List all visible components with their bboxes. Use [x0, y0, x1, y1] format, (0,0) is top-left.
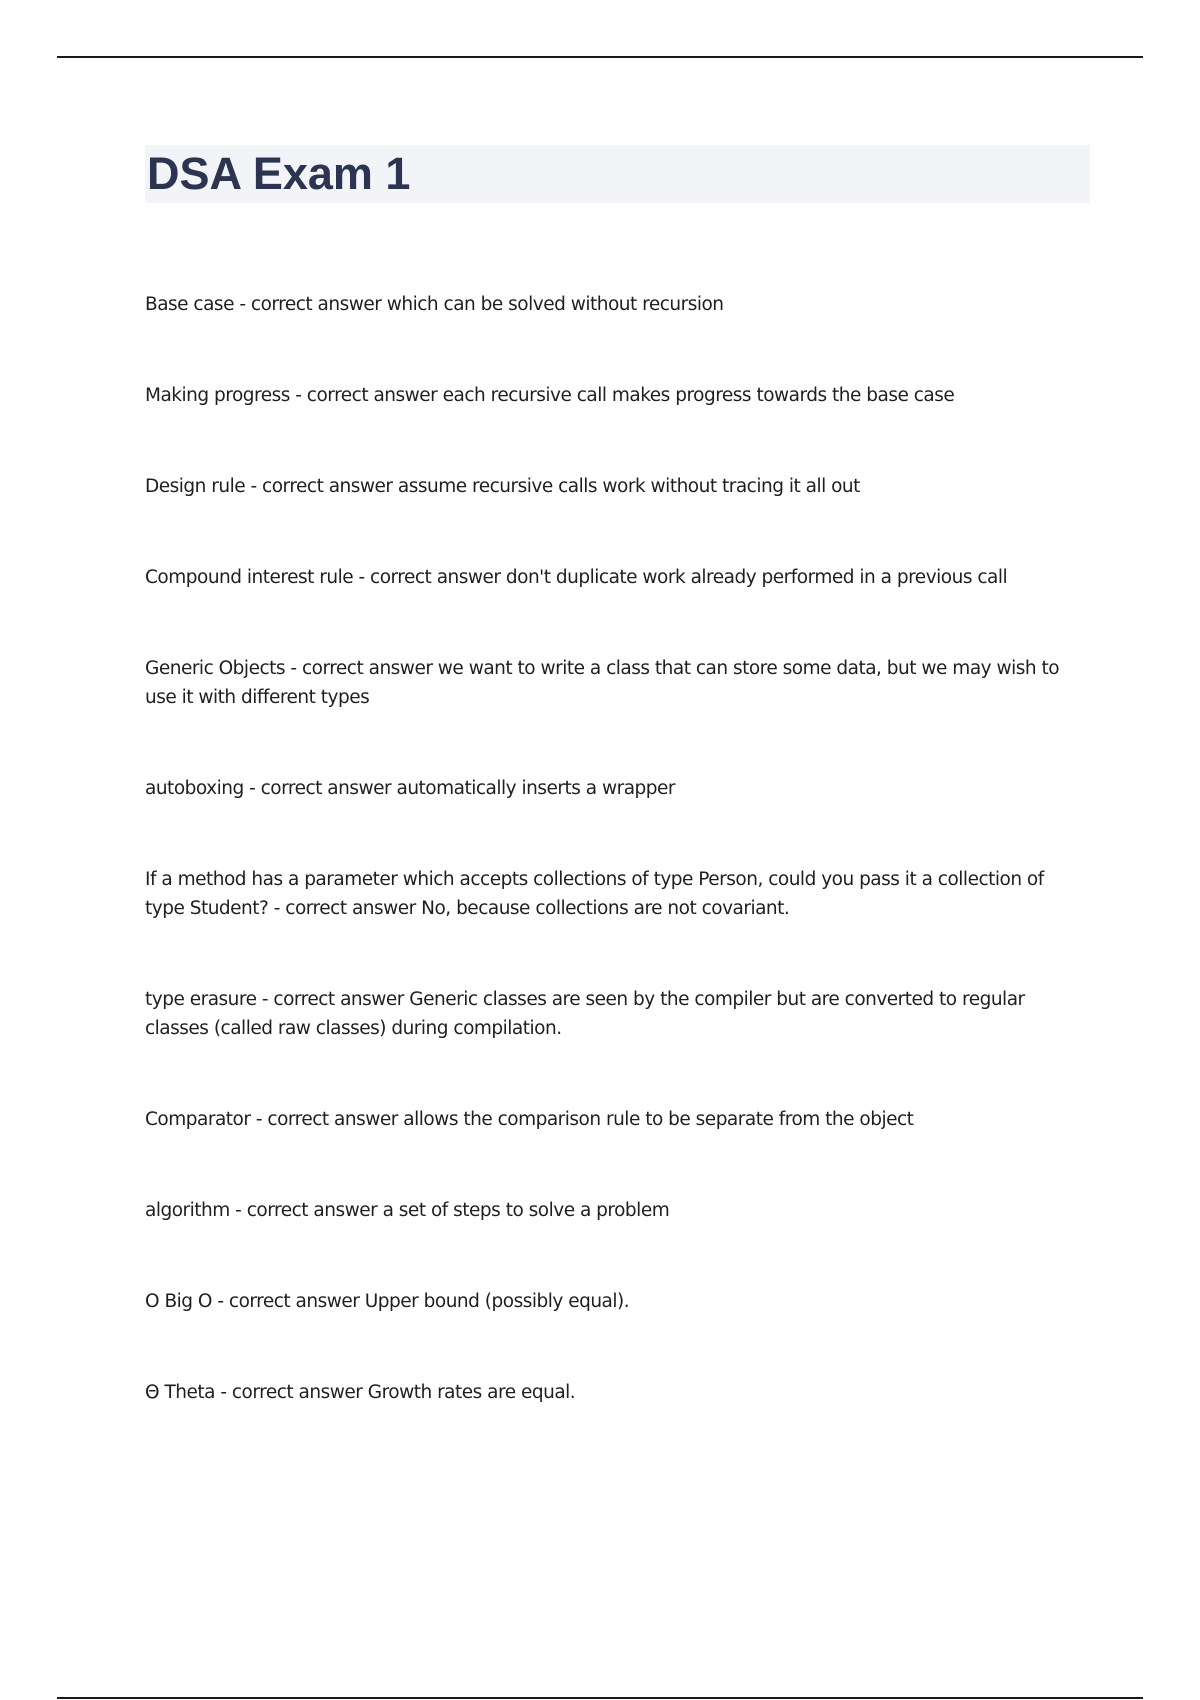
qa-list — [145, 290, 1085, 1469]
qa-item-comparator: Comparator - correct answer allows the comparison rule to be separate from the object — [145, 1109, 914, 1130]
qa-item-design-rule: Design rule - correct answer assume recursive calls work without tracing it all out — [145, 476, 860, 497]
qa-item-big-o: O Big O - correct answer Upper bound (possibly equal). — [145, 1291, 630, 1312]
title-band — [145, 145, 1090, 203]
qa-item-compound-interest-rule: Compound interest rule - correct answer don't duplicate work already performed in a previous call — [145, 567, 1008, 588]
qa-item-theta: Θ Theta - correct answer Growth rates are equal. — [145, 1382, 576, 1403]
qa-item-base-case: Base case - correct answer which can be solved without recursion — [145, 294, 724, 315]
qa-item-autoboxing: autoboxing - correct answer automatically inserts a wrapper — [145, 778, 676, 799]
qa-item-type-erasure: type erasure - correct answer Generic classes are seen by the compiler but are converted to regular classes (called raw classes) during compilation. — [145, 989, 1025, 1039]
top-rule — [57, 56, 1143, 58]
qa-item-making-progress: Making progress - correct answer each recursive call makes progress towards the base case — [145, 385, 955, 406]
bottom-rule — [57, 1697, 1143, 1699]
qa-item-covariance: If a method has a parameter which accepts collections of type Person, could you pass it a collection of type Student? - correct answer No, because collections are not covariant. — [145, 869, 1044, 919]
qa-item-algorithm: algorithm - correct answer a set of steps to solve a problem — [145, 1200, 670, 1221]
page-title: DSA Exam 1 — [147, 148, 411, 199]
qa-item-generic-objects: Generic Objects - correct answer we want to write a class that can store some data, but we may wish to use it with different types — [145, 658, 1060, 708]
